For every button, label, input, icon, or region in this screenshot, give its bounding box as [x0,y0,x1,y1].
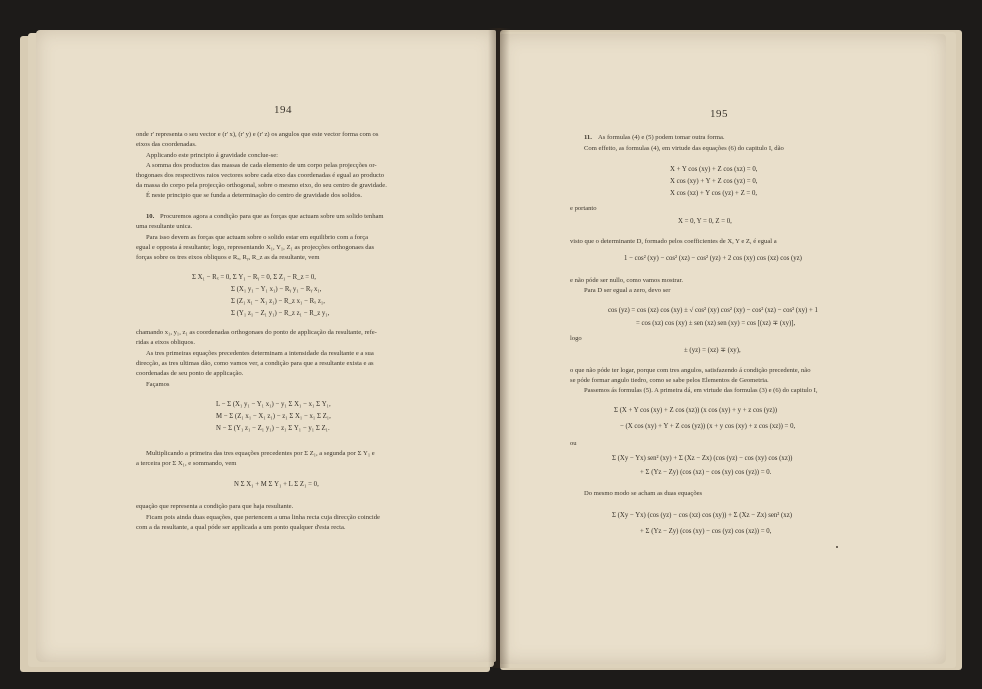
text-line: se póde formar angulo tiedro, como se sabe pelos Elementos de Geometria. [570,377,769,384]
text-line: onde r' representa o seu vector e (r' x), (r' y) e (r' z) os angulos que este vector forma com os [136,131,379,138]
text-line: Ficam pois ainda duas equações, que pertencem a uma linha recta cuja direcção coincide [146,514,380,521]
equation-line: cos (yz) = cos (xz) cos (xy) ± √ cos² (xy) cos² (xy) − cos² (xz) − cos² (xy) + 1 [608,307,818,314]
text-line: Façamos [146,381,170,388]
text-line: coordenadas de seu ponto de applicação. [136,370,244,377]
left-equation-block-3: N Σ X₁ + M Σ Y₁ + L Σ Z₁ = 0, [234,481,319,488]
section-number: 11. [584,134,592,141]
text-line: Procuremos agora a condição para que as forças que actuam sobre um solido tenham [160,213,384,220]
equation-line: + Σ (Yz − Zy) (cos (xy) − cos (yz) cos (xz)) = 0, [640,528,772,535]
right-para-5: logo [570,335,582,342]
equation-line: Σ (Xy − Yx) (cos (yz) − cos (xz) cos (xy)) + Σ (Xz − Zx) sen² (xz) [612,512,792,519]
ink-dot [836,546,838,548]
equation-line: Σ X₁ − Rₓ = 0, Σ Y₁ − Rᵧ = 0, Σ Z₁ − R_z = 0, [192,274,316,281]
right-para-2: e portanto [570,205,597,212]
text-line: A somma dos productos das massas de cada elemento de um corpo pelas projecções or- [146,162,377,169]
equation-line: N − Σ (Y₁ z₁ − Z₁ y₁) − z₁ Σ Y₁ − y₁ Σ Z₁. [216,425,330,432]
equation-line: L − Σ (X₁ y₁ − Y₁ x₁) − y₁ Σ X₁ − x₁ Σ Y₁, [216,401,331,408]
text-line: com a da resultante, a qual póde ser applicada a um ponto qualquer d'esta recta. [136,524,346,531]
text-line: As formulas (4) e (5) podem tomar outra forma. [598,134,725,141]
text-line: da massa do corpo pela projecção orthogonal, sobre o mesmo eixo, do seu centro de gravidade. [136,182,387,189]
text-line: e não póde ser nullo, como vamos mostrar. [570,277,683,284]
text-line: forças sobre os tres eixos obliquos e Rₓ, Rᵧ, R_z as da resultante, vem [136,254,320,261]
right-equation-block-3: 1 − cos² (xy) − cos² (xz) − cos² (yz) + 2 cos (xy) cos (xz) cos (yz) [624,255,802,262]
text-line: o que não póde ter logar, porque com tres angulos, satisfazendo á condição precedente, não [570,367,811,374]
right-equation-block-5: ± (yz) = (xz) ∓ (xy), [684,347,741,354]
text-line: equação que representa a condição para que haja resultante. [136,503,294,510]
left-page [36,30,496,662]
text-line: Multiplicando a primeira das tres equações precedentes por Σ Z₁, a segunda por Σ Y₁ e [146,450,375,457]
text-line: direcção, as tres ultimas dão, como vamos ver, a condição para que a resultante exista e as [136,360,374,367]
right-para-3: visto que o determinante D, formado pelos coefficientes de X, Y e Z, é egual a [570,238,777,245]
equation-line: X cos (xz) + Y cos (yz) + Z = 0, [670,190,758,197]
text-line: thogonaes dos respectivos raios vectores sobre cada eixo das coordenadas é egual ao producto [136,172,385,179]
right-page [500,34,946,664]
equation-line: = cos (xz) cos (xy) ± sen (xz) sen (xy) = cos [(xz) ∓ (xy)], [636,320,796,327]
text-line: As tres primeiras equações precedentes determinam a intensidade da resultante e a sua [146,350,374,357]
text-line: Para isso devem as forças que actuam sobre o solido estar em equilibrio com a força [146,234,369,241]
equation-line: Σ (Z₁ x₁ − X₁ z₁) − R_z x₁ − Rₓ z₁, [231,298,325,305]
text-line: Com effeito, as formulas (4), em virtude das equações (6) do capitulo I, dão [584,145,784,152]
text-line: Applicando este principio á gravidade conclue-se: [146,152,279,159]
equation-line: M − Σ (Z₁ x₁ − X₁ z₁) − z₁ Σ X₁ − x₁ Σ Z₁, [216,413,331,420]
equation-line: X + Y cos (xy) + Z cos (xz) = 0, [670,166,758,173]
text-line: Para D ser egual a zero, devo ser [584,287,671,294]
text-line: a terceira por Σ X₁, e sommando, vem [136,460,237,467]
book-gutter [488,28,510,668]
equation-line: X cos (xy) + Y + Z cos (yz) = 0, [670,178,758,185]
equation-line: Σ (X + Y cos (xy) + Z cos (xz)) (x cos (xy) + y + z cos (yz)) [614,407,777,414]
equation-line: Σ (Y₁ z₁ − Z₁ y₁) − R_z z₁ − R_z y₁, [231,310,330,317]
text-line: Passemos ás formulas (5). A primeira dá, em virtude das formulas (3) e (6) do capitulo I, [584,387,818,394]
page-number-left: 194 [274,104,292,116]
equation-line: − (X cos (xy) + Y + Z cos (yz)) (x + y cos (xy) + z cos (xz)) = 0, [620,423,796,430]
text-line: ridas a eixos obliquos. [136,339,195,346]
right-equation-block-2: X = 0, Y = 0, Z = 0, [678,218,732,225]
text-line: uma resultante unica. [136,223,193,230]
page-number-right: 195 [710,108,728,120]
right-para-8: Do mesmo modo se acham as duas equações [584,490,703,497]
right-para-7: ou [570,440,577,447]
equation-line: + Σ (Yz − Zy) (cos (xz) − cos (xy) cos (yz)) = 0. [640,469,772,476]
text-line: É neste principio que se funda a determinação do centro de gravidade dos solidos. [146,192,363,199]
section-number: 10. [146,213,155,220]
text-line: chamando x₁, y₁, z₁ as coordenadas orthogonaes do ponto de applicação da resultante, refe- [136,329,377,336]
text-line: egual e opposta á resultante; logo, representando X₁, Y₁, Z₁ as projecções orthogonaes das [136,244,375,251]
equation-line: Σ (X₁ y₁ − Y₁ x₁) − Rᵧ y₁ − Rᵧ x₁, [231,286,322,293]
text-line: eixos das coordenadas. [136,141,197,148]
equation-line: Σ (Xy − Yx) sen² (xy) + Σ (Xz − Zx) (cos (yz) − cos (xy) cos (xz)) [612,455,793,462]
